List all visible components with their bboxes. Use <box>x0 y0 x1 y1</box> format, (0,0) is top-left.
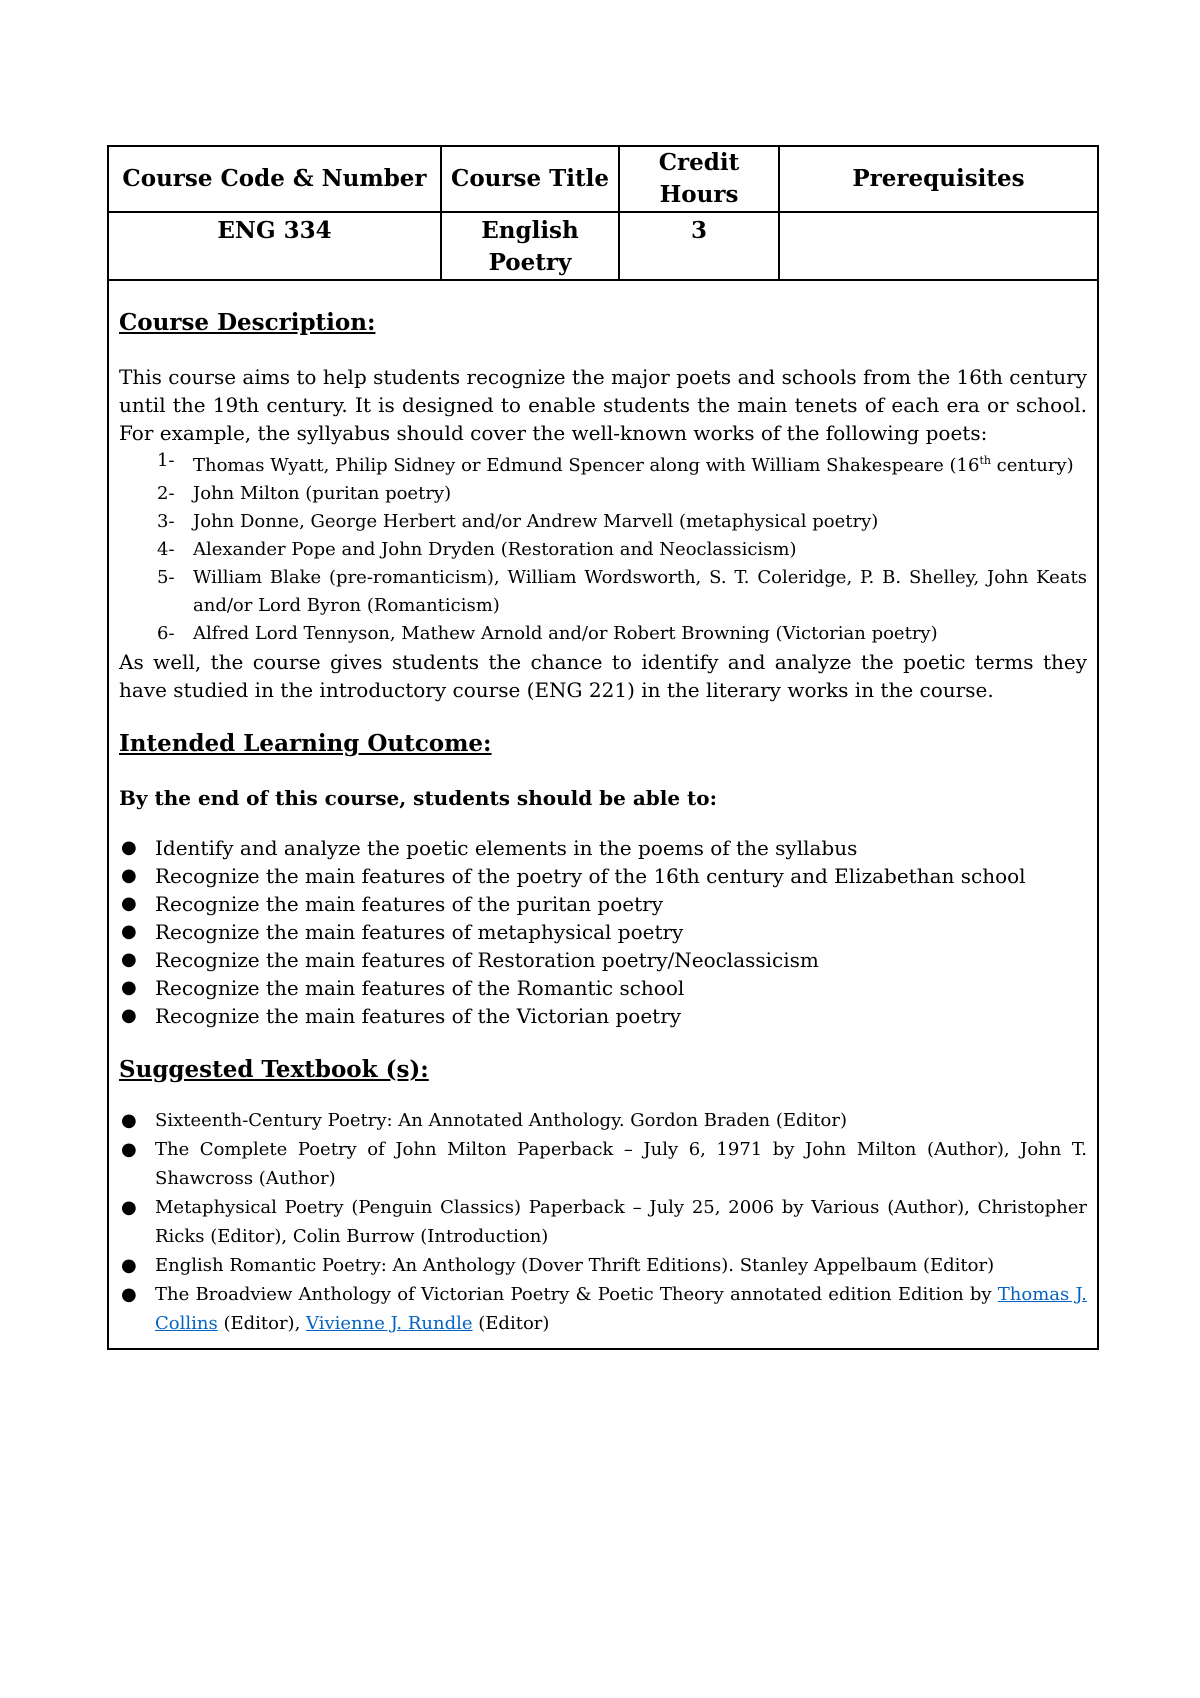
course-info-table <box>109 147 1097 281</box>
course-description-heading: Course Description: <box>119 309 376 336</box>
list-item <box>119 1251 1087 1280</box>
bullet-icon: ● <box>121 1110 137 1131</box>
course-description-outro: As well, the course gives students the chance to identify and analyze the poetic terms they have studied in the introductory course (ENG 221) in the literary works in the course. <box>119 650 1087 702</box>
outcome-text: Recognize the main features of the Romantic school <box>155 976 685 1000</box>
author-link-rundle[interactable]: Vivienne J. Rundle <box>306 1313 473 1334</box>
poets-list <box>119 447 1087 648</box>
list-item <box>119 1280 1087 1338</box>
learning-outcome-lead: By the end of this course, students should be able to: <box>119 786 718 810</box>
bullet-icon: ● <box>121 1255 137 1276</box>
list-number: 4- <box>157 539 175 560</box>
list-item <box>119 1002 1087 1030</box>
textbook-text: Sixteenth-Century Poetry: An Annotated Anthology. Gordon Braden (Editor) <box>155 1110 847 1131</box>
textbook-list <box>119 1106 1087 1338</box>
poet-after: century) <box>990 455 1074 476</box>
header-prerequisites: Prerequisites <box>779 147 1097 212</box>
list-item <box>119 1106 1087 1135</box>
course-description-intro: This course aims to help students recognize the major poets and schools from the 16th century until the 19th century. It is designed to enable students the main tenets of each era or school. For example, the syllyabus should cover the well-known works of the following poets: <box>119 365 1087 445</box>
outcome-text: Recognize the main features of metaphysical poetry <box>155 920 684 944</box>
bullet-icon: ● <box>121 1284 137 1305</box>
table-row <box>109 212 1097 280</box>
cell-course-title: English Poetry <box>441 212 619 280</box>
poet-text: Thomas Wyatt, Philip Sidney or Edmund Spencer along with William Shakespeare (16 <box>193 455 980 476</box>
poet-sup: th <box>979 454 991 467</box>
header-course-title: Course Title <box>441 147 619 212</box>
bullet-icon: ● <box>121 893 137 914</box>
list-item <box>157 536 1087 564</box>
author-link-collins[interactable]: Thomas J. Collins <box>155 1284 1087 1334</box>
list-number: 6- <box>157 623 175 644</box>
list-item <box>119 1135 1087 1193</box>
list-item <box>119 918 1087 946</box>
header-credit-hours: Credit Hours <box>619 147 779 212</box>
cell-course-code: ENG 334 <box>109 212 441 280</box>
poet-text: John Donne, George Herbert and/or Andrew Marvell (metaphysical poetry) <box>193 511 879 532</box>
bullet-icon: ● <box>121 837 137 858</box>
course-document <box>107 145 1099 1350</box>
outcome-text: Identify and analyze the poetic elements in the poems of the syllabus <box>155 836 858 860</box>
textbook-mid: (Editor), <box>217 1313 307 1334</box>
cell-prerequisites <box>779 212 1097 280</box>
outcomes-list <box>119 834 1087 1030</box>
outcome-text: Recognize the main features of the puritan poetry <box>155 892 664 916</box>
list-number: 5- <box>157 567 175 588</box>
list-item <box>119 946 1087 974</box>
table-header-row <box>109 147 1097 212</box>
cell-credit-hours: 3 <box>619 212 779 280</box>
poet-text: William Blake (pre-romanticism), William Wordsworth, S. T. Coleridge, P. B. Shelley, John Keats and/or Lord Byron (Romanticism) <box>193 567 1087 616</box>
list-item <box>157 508 1087 536</box>
list-item <box>157 447 1087 480</box>
bullet-icon: ● <box>121 1005 137 1026</box>
list-item <box>157 564 1087 620</box>
list-item <box>119 834 1087 862</box>
list-number: 1- <box>157 450 175 471</box>
list-number: 2- <box>157 483 175 504</box>
list-item <box>119 1193 1087 1251</box>
textbook-text: The Complete Poetry of John Milton Paperback – July 6, 1971 by John Milton (Author), John T. Shawcross (Author) <box>155 1139 1087 1189</box>
poet-text: Alexander Pope and John Dryden (Restoration and Neoclassicism) <box>193 539 797 560</box>
textbook-suffix: (Editor) <box>472 1313 550 1334</box>
textbook-text: English Romantic Poetry: An Anthology (Dover Thrift Editions). Stanley Appelbaum (Editor) <box>155 1255 995 1276</box>
list-number: 3- <box>157 511 175 532</box>
course-body <box>109 281 1097 1348</box>
bullet-icon: ● <box>121 949 137 970</box>
list-item <box>119 890 1087 918</box>
bullet-icon: ● <box>121 1197 137 1218</box>
textbook-heading: Suggested Textbook (s): <box>119 1056 429 1083</box>
poet-text: John Milton (puritan poetry) <box>193 483 452 504</box>
bullet-icon: ● <box>121 1139 137 1160</box>
bullet-icon: ● <box>121 865 137 886</box>
poet-text: Alfred Lord Tennyson, Mathew Arnold and/or Robert Browning (Victorian poetry) <box>193 623 938 644</box>
outcome-text: Recognize the main features of Restoration poetry/Neoclassicism <box>155 948 819 972</box>
bullet-icon: ● <box>121 921 137 942</box>
bullet-icon: ● <box>121 977 137 998</box>
outcome-text: Recognize the main features of the Victorian poetry <box>155 1004 682 1028</box>
list-item <box>119 974 1087 1002</box>
textbook-prefix: The Broadview Anthology of Victorian Poetry & Poetic Theory annotated edition Edition by <box>155 1284 998 1305</box>
list-item <box>157 620 1087 648</box>
learning-outcome-heading: Intended Learning Outcome: <box>119 730 492 757</box>
list-item <box>157 480 1087 508</box>
textbook-text: Metaphysical Poetry (Penguin Classics) Paperback – July 25, 2006 by Various (Author), Christopher Ricks (Editor), Colin Burrow (Introduction) <box>155 1197 1087 1247</box>
list-item <box>119 862 1087 890</box>
header-course-code: Course Code & Number <box>109 147 441 212</box>
outcome-text: Recognize the main features of the poetry of the 16th century and Elizabethan school <box>155 864 1026 888</box>
